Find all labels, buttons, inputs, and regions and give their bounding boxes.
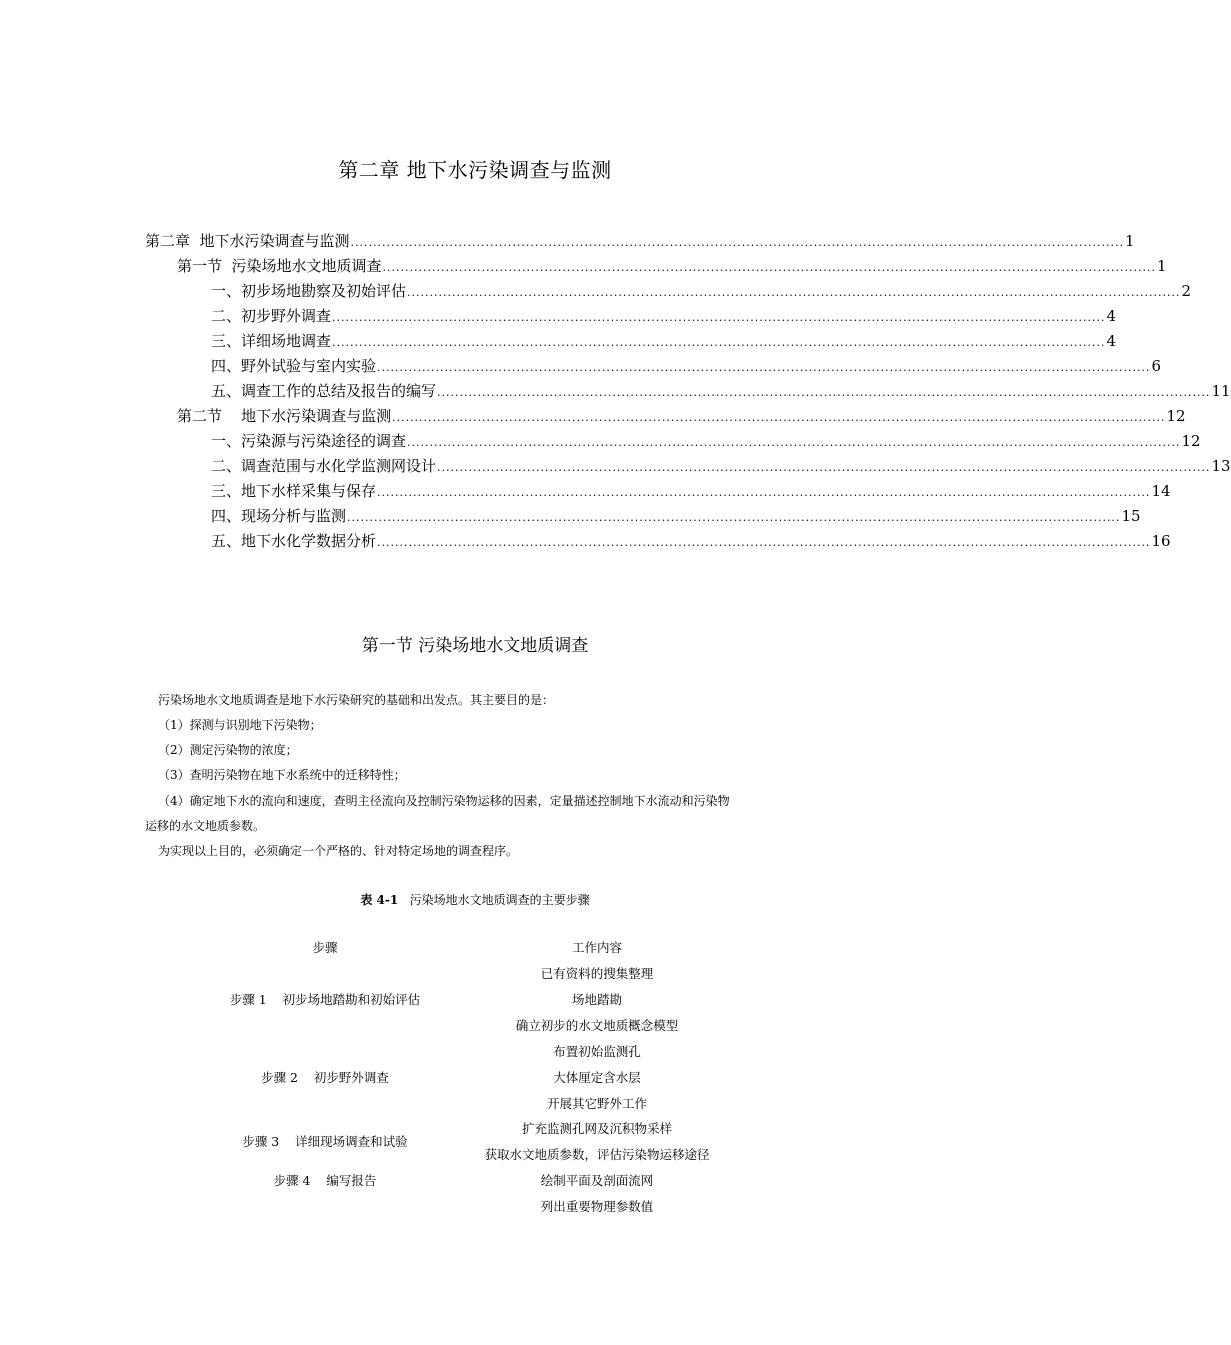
toc-label: 四、现场分析与监测 [211, 507, 347, 525]
toc-leader: ............................................................................................................................................................................ [377, 536, 1151, 549]
table-work-cell: 开展其它野外工作 [546, 1096, 647, 1111]
body-paragraph: （3）查明污染物在地下水系统中的迁移特性； [158, 768, 406, 782]
toc-entry-subsection[interactable] [211, 330, 1116, 352]
toc-page: 14 [1151, 482, 1171, 500]
toc-entry-subsection[interactable] [211, 530, 1171, 552]
body-paragraph: （4）确定地下水的流向和速度，查明主径流向及控制污染物运移的因素，定量描述控制地下水流动和污染物 [158, 794, 730, 808]
toc-label: 五、地下水化学数据分析 [211, 532, 377, 550]
toc-entry-subsection[interactable] [211, 455, 1231, 477]
table-work-cell: 大体厘定含水层 [553, 1070, 641, 1085]
table-work-cell: 绘制平面及剖面流网 [540, 1173, 654, 1188]
table-step-cell: 步骤 4 编写报告 [273, 1173, 377, 1188]
body-paragraph: 运移的水文地质参数。 [145, 819, 266, 833]
toc-page: 11 [1211, 382, 1231, 400]
table-step-cell: 步骤 2 初步野外调查 [261, 1070, 389, 1085]
toc-label: 第二章 地下水污染调查与监测 [145, 232, 350, 250]
toc-leader: ............................................................................................................................................................................ [332, 336, 1106, 349]
table-step-cell: 步骤 3 详细现场调查和试验 [242, 1134, 408, 1149]
toc-label: 二、初步野外调查 [211, 307, 332, 325]
toc-entry-chapter[interactable] [145, 230, 1135, 252]
toc-entry-section[interactable] [177, 255, 1167, 277]
toc-page: 13 [1211, 457, 1231, 475]
toc-leader: ............................................................................................................................................................................ [437, 461, 1211, 474]
body-paragraph: （2）测定污染物的浓度； [158, 743, 298, 757]
toc-entry-subsection[interactable] [211, 280, 1191, 302]
table-work-cell: 获取水文地质参数，评估污染物运移途径 [484, 1147, 710, 1162]
toc-page: 1 [1124, 232, 1135, 250]
toc-leader: ............................................................................................................................................................................ [332, 311, 1106, 324]
table-step-cell: 步骤 1 初步场地踏勘和初始评估 [229, 992, 421, 1007]
toc-page: 12 [1181, 432, 1201, 450]
toc-page: 16 [1151, 532, 1171, 550]
table-header-step: 步骤 [312, 940, 338, 955]
table-work-cell: 列出重要物理参数值 [540, 1199, 654, 1214]
toc-label: 一、初步场地勘察及初始评估 [211, 282, 407, 300]
section-title: 第一节 污染场地水文地质调查 [361, 636, 589, 656]
toc-label: 一、污染源与污染途径的调查 [211, 432, 407, 450]
toc-page: 6 [1151, 357, 1161, 375]
toc-entry-section[interactable] [177, 405, 1186, 427]
toc-leader: ............................................................................................................................................................................ [377, 361, 1151, 374]
toc-leader: ............................................................................................................................................................................ [392, 411, 1166, 424]
chapter-title: 第二章 地下水污染调查与监测 [338, 158, 612, 182]
table-work-cell: 场地踏勘 [571, 992, 622, 1007]
toc-leader: ............................................................................................................................................................................ [407, 286, 1181, 299]
toc-leader: ............................................................................................................................................................................ [350, 236, 1124, 249]
table-work-cell: 已有资料的搜集整理 [540, 966, 654, 981]
table-work-cell: 扩充监测孔网及沉积物采样 [521, 1121, 672, 1136]
toc-label: 四、野外试验与室内实验 [211, 357, 377, 375]
body-paragraph: 污染场地水文地质调查是地下水污染研究的基础和出发点。其主要目的是： [158, 693, 555, 707]
table-work-cell: 确立初步的水文地质概念模型 [515, 1018, 679, 1033]
body-paragraph: （1）探测与识别地下污染物； [158, 718, 322, 732]
toc-leader: ............................................................................................................................................................................ [382, 261, 1156, 274]
table-caption [0, 891, 950, 908]
toc-page: 4 [1106, 307, 1116, 325]
table-number: 表 4-1 [360, 893, 399, 907]
body-paragraph: 为实现以上目的，必须确定一个严格的、针对特定场地的调查程序。 [158, 844, 519, 858]
table-work-cell: 布置初始监测孔 [553, 1044, 641, 1059]
toc-leader: ............................................................................................................................................................................ [377, 486, 1151, 499]
toc-page: 15 [1121, 507, 1141, 525]
toc-leader: ............................................................................................................................................................................ [437, 386, 1211, 399]
toc-leader: ............................................................................................................................................................................ [347, 511, 1121, 524]
toc-entry-subsection[interactable] [211, 305, 1116, 327]
toc-page: 2 [1181, 282, 1191, 300]
toc-label: 二、调查范围与水化学监测网设计 [211, 457, 437, 475]
toc-label: 三、详细场地调查 [211, 332, 332, 350]
toc-entry-subsection[interactable] [211, 480, 1171, 502]
table-header-work: 工作内容 [571, 940, 622, 955]
toc-label: 五、调查工作的总结及报告的编写 [211, 382, 437, 400]
toc-page: 12 [1166, 407, 1186, 425]
table-caption-text: 污染场地水文地质调查的主要步骤 [409, 893, 590, 907]
toc-label: 第二节 地下水污染调查与监测 [177, 407, 392, 425]
toc-label: 三、地下水样采集与保存 [211, 482, 377, 500]
toc-entry-subsection[interactable] [211, 505, 1141, 527]
toc-entry-subsection[interactable] [211, 430, 1201, 452]
toc-leader: ............................................................................................................................................................................ [407, 436, 1181, 449]
toc-entry-subsection[interactable] [211, 380, 1231, 402]
toc-entry-subsection[interactable] [211, 355, 1161, 377]
toc-page: 1 [1156, 257, 1167, 275]
toc-page: 4 [1106, 332, 1116, 350]
toc-label: 第一节 污染场地水文地质调查 [177, 257, 382, 275]
